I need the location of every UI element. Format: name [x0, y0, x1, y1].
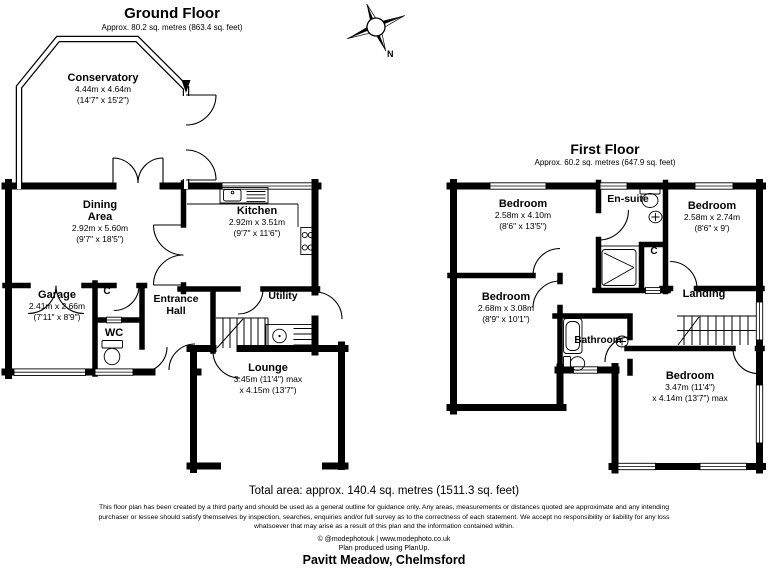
copyright-text: © @modephotouk | www.modephoto.co.uk — [317, 536, 451, 543]
compass-rose — [338, 0, 415, 63]
disclaimer-text: This floor plan has been created by a third party and should be used as a general outline for guidance only. Any areas, measurements or distances quoted are approximate and any intending purchaser or lessee should satisfy themselves by inspection, searches, enquiries and/or full survey as to the correctness of each statement. We accept no responsibility or liability for any loss whatsoever that may arise as a result of this plan and the information contained within. — [98, 504, 670, 531]
north-label: N — [387, 49, 394, 59]
ground-floor-title: Ground Floor — [124, 5, 220, 22]
ground-floor-plan — [5, 39, 345, 470]
room-label-garage: Garage 2.41m x 2.66m (7'11" x 8'9") — [28, 289, 86, 322]
room-label-lounge: Lounge 3.45m (11'4") max x 4.15m (13'7") — [233, 362, 303, 395]
ground-floor-subtitle: Approx. 80.2 sq. metres (863.4 sq. feet) — [101, 23, 243, 32]
ensuite-sink — [649, 211, 662, 223]
total-area-text: Total area: approx. 140.4 sq. metres (1511.3 sq. feet) — [248, 485, 520, 497]
room-label-cupboard-gf: C — [103, 286, 111, 297]
room-label-bedroom4: Bedroom 3.47m (11'4") x 4.14m (13'7") max — [652, 370, 728, 403]
room-label-ensuite: En-suite — [607, 193, 649, 205]
room-label-landing: Landing — [682, 288, 726, 300]
room-label-bathroom: Bathroom — [574, 335, 622, 346]
room-label-cupboard-ff: C — [650, 246, 658, 257]
room-label-bedroom1: Bedroom 2.58m x 4.10m (8'6" x 13'5") — [494, 198, 552, 231]
room-label-kitchen: Kitchen 2.92m x 3.51m (9'7" x 11'6") — [228, 205, 286, 238]
utility-sink — [266, 325, 315, 348]
first-floor-subtitle: Approx. 60.2 sq. metres (647.9 sq. feet) — [534, 158, 676, 167]
first-floor-stairs — [677, 316, 756, 345]
room-label-bedroom3: Bedroom 2.68m x 3.08m (8'9" x 10'1") — [477, 291, 535, 324]
room-label-conservatory: Conservatory 4.44m x 4.64m (14'7" x 15'2") — [67, 72, 139, 105]
room-label-dining-area: Dining Area 2.92m x 5.60m (9'7" x 18'5") — [71, 199, 129, 245]
ground-floor-stairs — [216, 318, 268, 348]
room-label-bedroom2: Bedroom 2.58m x 2.74m (8'6" x 9') — [683, 200, 741, 233]
wc-toilet — [102, 341, 123, 365]
room-label-wc: WC — [104, 327, 124, 339]
first-floor-title: First Floor — [570, 141, 640, 157]
room-label-entrance-hall: Entrance Hall — [153, 293, 199, 317]
room-label-utility: Utility — [268, 290, 298, 302]
produced-text: Plan produced using PlanUp. — [338, 545, 430, 552]
shower — [599, 246, 640, 289]
address-title: Pavitt Meadow, Chelmsford — [302, 553, 466, 567]
kitchen-sink — [220, 188, 268, 204]
